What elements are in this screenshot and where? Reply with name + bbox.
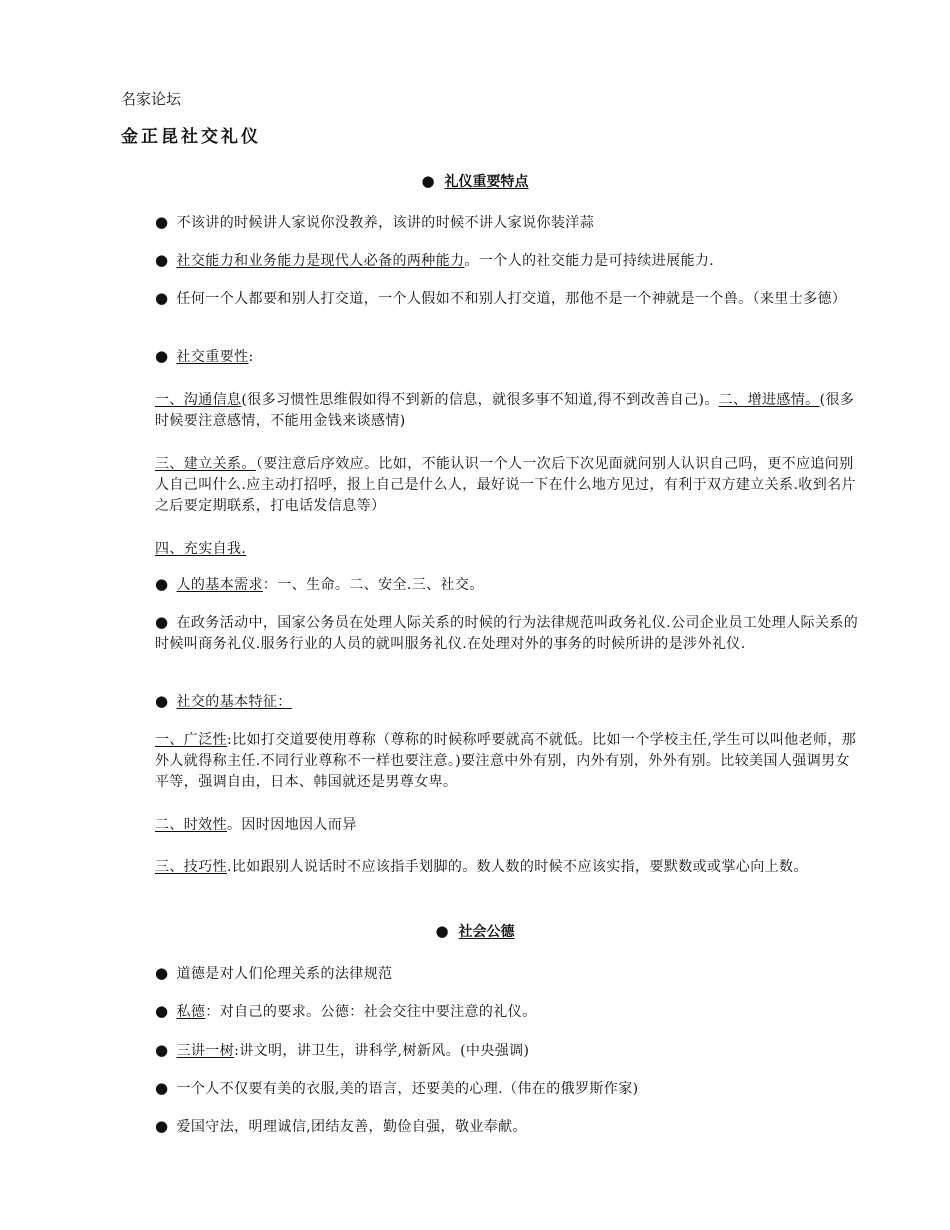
paragraph-text: (很多时候要注意感情，不能用金钱来谈感情)	[155, 392, 855, 429]
bullet-icon: ●	[421, 172, 435, 190]
paragraph-text: 爱国守法，明理诚信,团结友善，勤俭自强，敬业奉献。	[176, 1119, 527, 1135]
paragraph-text: ：对自己的要求。公德：社会交往中要注意的礼仪。	[205, 1004, 537, 1020]
bullet-icon: ●	[155, 213, 169, 231]
paragraph-text: 一个人不仅要有美的衣服,美的语言，还要美的心理.（伟在的俄罗斯作家)	[176, 1081, 639, 1097]
paragraph	[155, 1078, 861, 1100]
paragraph	[155, 1040, 861, 1062]
paragraph	[155, 857, 861, 878]
bullet-icon: ●	[155, 347, 169, 365]
paragraph	[155, 346, 861, 368]
underlined-term: 社交能力和业务能力是现代人必备的两种能力	[176, 253, 465, 269]
paragraph-text: 任何一个人都要和别人打交道，一个人假如不和别人打交道，那他不是一个神就是一个兽。（来里士多德）	[176, 291, 847, 307]
paragraph-text: 。因时因地因人而异	[227, 817, 357, 833]
section-heading-etiquette-features	[0, 171, 950, 191]
underlined-term: 私德	[176, 1004, 206, 1020]
paragraph	[155, 1001, 861, 1023]
paragraph	[155, 574, 861, 596]
section-heading-social-morality	[0, 921, 950, 941]
bullet-icon: ●	[155, 251, 169, 269]
paragraph	[155, 963, 861, 985]
bullet-icon: ●	[155, 1079, 169, 1097]
paragraph-text: 。一个人的社交能力是可持续进展能力.	[464, 253, 715, 269]
paragraph	[155, 288, 861, 310]
bullet-icon: ●	[155, 613, 169, 631]
bullet-icon: ●	[155, 964, 169, 982]
paragraph-text: ：一、生命。二、安全.三、社交。	[262, 577, 484, 593]
paragraph	[155, 212, 861, 234]
bullet-icon: ●	[435, 922, 449, 940]
paragraph-text: (很多习惯性思维假如得不到新的信息，就很多事不知道,得不到改善自己)。	[241, 392, 719, 408]
underlined-term: 一、沟通信息	[155, 392, 242, 408]
bullet-icon: ●	[155, 1002, 169, 1020]
underlined-term: 三讲一树	[176, 1043, 235, 1059]
paragraph-text: 不该讲的时候讲人家说你没教养，该讲的时候不讲人家说你装洋蒜	[176, 215, 595, 231]
paragraph-text: :	[248, 349, 254, 365]
paragraph	[155, 390, 861, 432]
underlined-term: 一、广泛性	[155, 732, 227, 748]
paragraph	[155, 612, 861, 655]
paragraph	[155, 250, 861, 272]
paragraph	[155, 730, 861, 793]
paragraph-text: 道德是对人们伦理关系的法律规范	[176, 966, 393, 982]
forum-header: 名家论坛	[121, 90, 182, 108]
bullet-icon: ●	[155, 575, 169, 593]
underlined-term: 二、增进感情。	[718, 392, 820, 408]
section-heading-label: 礼仪重要特点	[444, 174, 529, 190]
paragraph-text: :比如打交道要使用尊称（尊称的时候称呼要就高不就低。比如一个学校主任,学生可以叫他老师，那外人就得称主任.不同行业尊称不一样也要注意。)要注意中外有别，内外有别，外外有别。比较美国人强调男女平等，强调自由，日本、韩国就还是男尊女卑。	[155, 732, 857, 790]
paragraph-text: :讲文明，讲卫生，讲科学,树新风。(中央强调)	[234, 1043, 530, 1059]
underlined-term: 四、充实自我.	[155, 541, 247, 557]
paragraph	[155, 815, 861, 836]
underlined-term: 社交重要性	[176, 349, 249, 365]
bullet-icon: ●	[155, 289, 169, 307]
paragraph	[155, 454, 861, 517]
paragraph	[155, 539, 861, 560]
underlined-term: 二、时效性	[155, 817, 227, 833]
paragraph	[155, 1116, 861, 1138]
document-title: 金正昆社交礼仪	[121, 127, 261, 147]
paragraph	[155, 691, 861, 713]
underlined-term: 三、建立关系。	[155, 456, 256, 472]
bullet-icon: ●	[155, 1117, 169, 1135]
underlined-term: 社交的基本特征：	[176, 694, 292, 710]
paragraph-text: 在政务活动中，国家公务员在处理人际关系的时候的行为法律规范叫政务礼仪.公司企业员工处理人际关系的时候叫商务礼仪.服务行业的人员的就叫服务礼仪.在处理对外的事务的时候所讲的是涉外礼仪.	[155, 615, 859, 652]
paragraph-text: .比如跟别人说话时不应该指手划脚的。数人数的时候不应该实指，要默数或或掌心向上数。	[227, 859, 808, 875]
bullet-icon: ●	[155, 1041, 169, 1059]
underlined-term: 人的基本需求	[176, 577, 263, 593]
section-heading-label: 社会公德	[458, 924, 515, 940]
paragraph-text: （要注意后序效应。比如，不能认识一个人一次后下次见面就问别人认识自己吗，更不应追问别人自己叫什么.应主动打招呼，报上自己是什么人，最好说一下在什么地方见过，有利于双方建立关系.收到名片之后要定期联系，打电话发信息等）	[155, 456, 856, 514]
underlined-term: 三、技巧性	[155, 859, 227, 875]
bullet-icon: ●	[155, 692, 169, 710]
